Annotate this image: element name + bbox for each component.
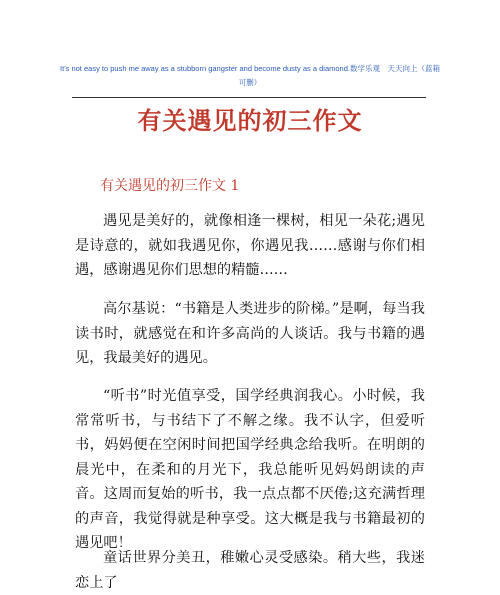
paragraph: 童话世界分美丑，稚嫩心灵受感染。稍大些，我迷恋上了 [75, 550, 425, 591]
page-title: 有关遇见的初三作文 [137, 107, 363, 135]
header-divider [72, 97, 426, 98]
paragraph: 高尔基说：“书籍是人类进步的阶梯。”是啊，每当我读书时，就感觉在和许多高尚的人谈话。我与书籍的遇见，我最美好的遇见。 [75, 301, 425, 366]
paragraph: 遇见是美好的，就像相逢一棵树，相见一朵花;遇见是诗意的，就如我遇见你，你遇见我……感谢与你们相遇，感谢遇见你们思想的精髓…… [75, 213, 425, 278]
paragraph: “听书”时光值享受，国学经典润我心。小时候，我常常听书，与书结下了不解之缘。我不认字，但爱听书，妈妈便在空闲时间把国学经典念给我听。在明朗的晨光中，在柔和的月光下，我总能听见妈妈朗读的声音。这周而复始的听书，我一点点都不厌倦;这充满哲理的声音，我觉得就是种享受。这大概是我与书籍最初的遇见吧！ [75, 388, 425, 551]
header-note: It's not easy to push me away as a stubborn gangster and become dusty as a diamond.数学乐观 天天向上（蓝箱可删） [60, 64, 440, 87]
section-heading: 有关遇见的初三作文 1 [100, 178, 240, 194]
